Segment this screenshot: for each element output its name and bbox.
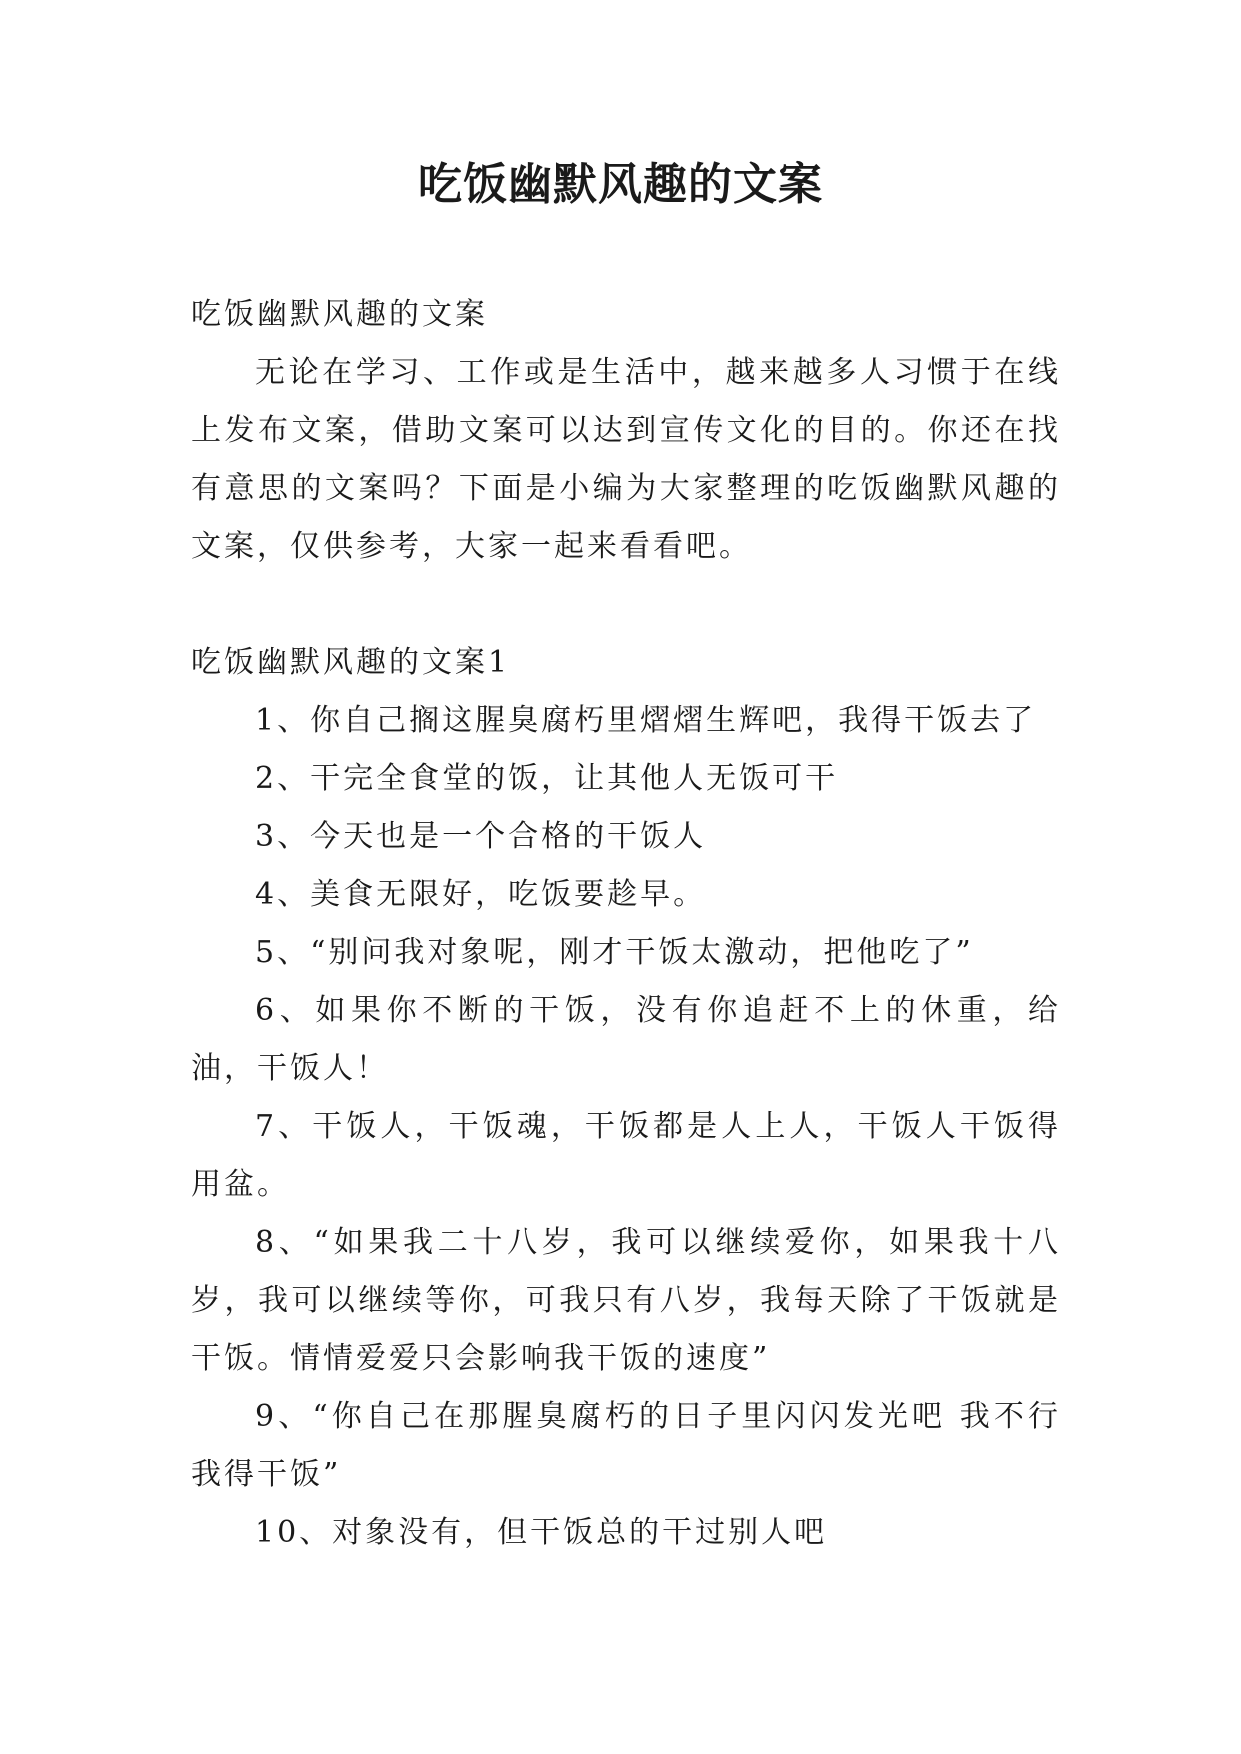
document-subtitle: 吃饭幽默风趣的文案 xyxy=(191,297,488,332)
list-item: 10、对象没有，但干饭总的干过别人吧 xyxy=(255,1515,828,1550)
list-item: 7、干饭人，干饭魂，干饭都是人上人，干饭人干饭得用盆。 xyxy=(191,1109,1061,1202)
intro-paragraph: 无论在学习、工作或是生活中，越来越多人习惯于在线上发布文案，借助文案可以达到宣传文化的目的。你还在找有意思的文案吗？下面是小编为大家整理的吃饭幽默风趣的文案，仅供参考，大家一起来看看吧。 xyxy=(191,355,1061,564)
list-item: 2、干完全食堂的饭，让其他人无饭可干 xyxy=(255,761,839,796)
list-item: 3、今天也是一个合格的干饭人 xyxy=(255,819,707,854)
section-gap xyxy=(191,576,1061,634)
list-item: 6、如果你不断的干饭，没有你追赶不上的休重，给油，干饭人！ xyxy=(191,993,1061,1086)
list-item: 5、“别问我对象呢，刚才干饭太激动，把他吃了” xyxy=(255,935,974,970)
list-item: 9、“你自己在那腥臭腐朽的日子里闪闪发光吧 我不行我得干饭” xyxy=(191,1399,1061,1492)
document-body xyxy=(191,286,1061,1562)
list-item: 4、美食无限好，吃饭要趁早。 xyxy=(255,877,707,912)
document-title: 吃饭幽默风趣的文案 xyxy=(418,159,823,210)
list-item: 1、你自己搁这腥臭腐朽里熠熠生辉吧，我得干饭去了 xyxy=(255,703,1037,738)
section-heading: 吃饭幽默风趣的文案1 xyxy=(191,645,511,680)
list-item: 8、“如果我二十八岁，我可以继续爱你，如果我十八岁，我可以继续等你，可我只有八岁，我每天除了干饭就是干饭。情情爱爱只会影响我干饭的速度” xyxy=(191,1225,1061,1376)
